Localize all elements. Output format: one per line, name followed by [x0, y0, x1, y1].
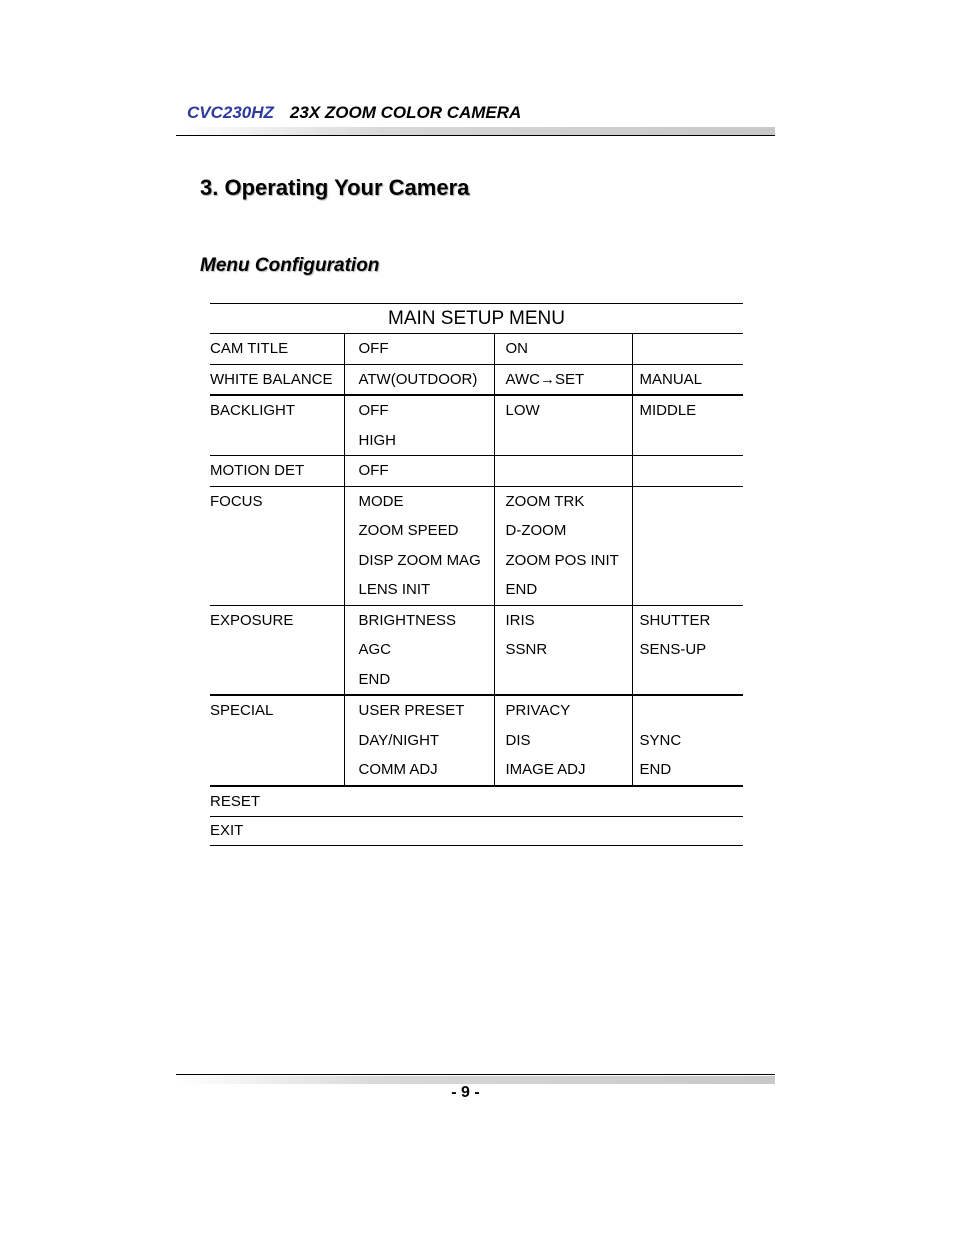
menu-option-text: AGC — [358, 641, 392, 658]
table-row — [210, 395, 743, 456]
menu-item-text: RESET — [210, 792, 261, 810]
menu-option-text: ZOOM TRK — [505, 492, 585, 510]
menu-option-text: SHUTTER — [639, 611, 711, 629]
menu-item-text: SPECIAL — [210, 702, 274, 719]
menu-option-text: SSNR — [505, 641, 548, 658]
menu-option-cell — [632, 334, 743, 365]
page-number: - 9 - — [451, 1084, 480, 1101]
menu-option-text: END — [358, 670, 391, 688]
menu-option-text: DISP ZOOM MAG — [358, 551, 481, 569]
menu-item-text: CAM TITLE — [210, 340, 289, 357]
menu-option-cell — [632, 364, 743, 395]
exit-item — [210, 816, 743, 845]
menu-item-label — [210, 695, 344, 786]
menu-item-label — [210, 605, 344, 695]
reset-item — [210, 786, 743, 817]
table-title-row — [210, 304, 743, 334]
main-setup-menu-table — [210, 303, 743, 846]
section-title: Menu Configuration — [200, 255, 380, 276]
menu-option-cell — [344, 334, 494, 365]
page-header — [176, 100, 775, 137]
table-row — [210, 334, 743, 365]
header-title — [187, 103, 521, 123]
table-row — [210, 695, 743, 786]
menu-item-text: MOTION DET — [210, 462, 305, 479]
header-model: CVC230HZ — [187, 103, 274, 122]
table-row — [210, 456, 743, 487]
menu-option-text — [633, 487, 744, 517]
menu-option-text: DIS — [505, 731, 531, 749]
header-rule — [176, 135, 775, 136]
menu-option-text — [633, 696, 744, 726]
menu-option-cell — [344, 486, 494, 605]
menu-option-cell — [632, 486, 743, 605]
menu-option-text — [495, 456, 632, 486]
menu-option-cell — [632, 695, 743, 786]
menu-option-text: LOW — [505, 402, 540, 419]
menu-option-text: IRIS — [505, 611, 535, 629]
menu-option-text: SENS-UP — [639, 641, 707, 658]
menu-option-cell — [344, 605, 494, 695]
menu-option-cell — [494, 486, 632, 605]
menu-option-cell — [494, 456, 632, 487]
menu-option-text: ZOOM SPEED — [358, 522, 459, 539]
menu-item-label — [210, 334, 344, 365]
menu-item-label — [210, 364, 344, 395]
table-row — [210, 486, 743, 605]
menu-option-text — [633, 426, 744, 456]
menu-option-text: BRIGHTNESS — [358, 611, 457, 629]
table-row — [210, 816, 743, 845]
menu-option-cell — [632, 395, 743, 456]
menu-option-text: SYNC — [639, 731, 682, 749]
table-row — [210, 364, 743, 395]
table-title: MAIN SETUP MENU — [210, 304, 743, 334]
menu-option-cell — [494, 605, 632, 695]
footer-rule — [176, 1074, 775, 1075]
menu-option-text: ZOOM POS INIT — [505, 551, 619, 569]
menu-option-text: USER PRESET — [358, 702, 465, 719]
menu-option-cell — [494, 334, 632, 365]
footer-gradient-bar — [176, 1076, 775, 1084]
menu-item-label — [210, 456, 344, 487]
menu-option-text: OFF — [358, 340, 389, 357]
table-row — [210, 605, 743, 695]
menu-option-cell — [344, 364, 494, 395]
menu-option-text — [633, 516, 744, 546]
menu-option-text: MIDDLE — [639, 402, 697, 419]
menu-option-cell — [632, 605, 743, 695]
menu-option-text: END — [505, 581, 538, 598]
menu-option-text — [495, 665, 632, 695]
menu-item-text: WHITE BALANCE — [210, 370, 333, 388]
menu-option-text: OFF — [358, 402, 389, 419]
menu-option-text: HIGH — [358, 431, 396, 449]
menu-item-label — [210, 486, 344, 605]
menu-option-text — [633, 334, 744, 364]
menu-option-text: END — [639, 761, 672, 778]
menu-option-cell — [494, 395, 632, 456]
menu-option-text: ATW(OUTDOOR) — [358, 370, 478, 388]
menu-item-label — [210, 395, 344, 456]
menu-item-text: EXIT — [210, 821, 244, 839]
menu-option-text: COMM ADJ — [358, 761, 438, 778]
menu-item-text: EXPOSURE — [210, 611, 294, 629]
menu-item-text: BACKLIGHT — [210, 402, 296, 419]
menu-option-text — [633, 665, 744, 695]
menu-option-text: DAY/NIGHT — [358, 731, 440, 749]
menu-option-cell — [344, 695, 494, 786]
menu-option-text — [633, 456, 744, 486]
menu-option-cell — [632, 456, 743, 487]
menu-option-text: LENS INIT — [358, 581, 431, 598]
menu-option-text: AWC→SET — [505, 370, 585, 388]
menu-option-cell — [494, 364, 632, 395]
menu-item-text: FOCUS — [210, 492, 263, 510]
menu-option-text: MODE — [358, 492, 404, 510]
menu-option-text: IMAGE ADJ — [505, 761, 586, 778]
menu-option-text: OFF — [358, 462, 389, 479]
table-row — [210, 786, 743, 817]
chapter-title: 3. Operating Your Camera — [200, 175, 470, 200]
menu-option-cell — [344, 456, 494, 487]
menu-option-text: D-ZOOM — [505, 522, 567, 539]
table-body — [210, 334, 743, 846]
header-gradient-bar — [176, 127, 775, 135]
menu-option-text — [633, 575, 744, 605]
menu-option-cell — [494, 695, 632, 786]
menu-option-text — [495, 426, 632, 456]
menu-option-cell — [344, 395, 494, 456]
header-product: 23X ZOOM COLOR CAMERA — [289, 103, 522, 122]
menu-option-text: MANUAL — [639, 370, 703, 388]
menu-option-text: ON — [505, 340, 528, 357]
menu-option-text: PRIVACY — [505, 702, 571, 719]
menu-option-text — [633, 546, 744, 576]
page-footer — [176, 1074, 775, 1114]
